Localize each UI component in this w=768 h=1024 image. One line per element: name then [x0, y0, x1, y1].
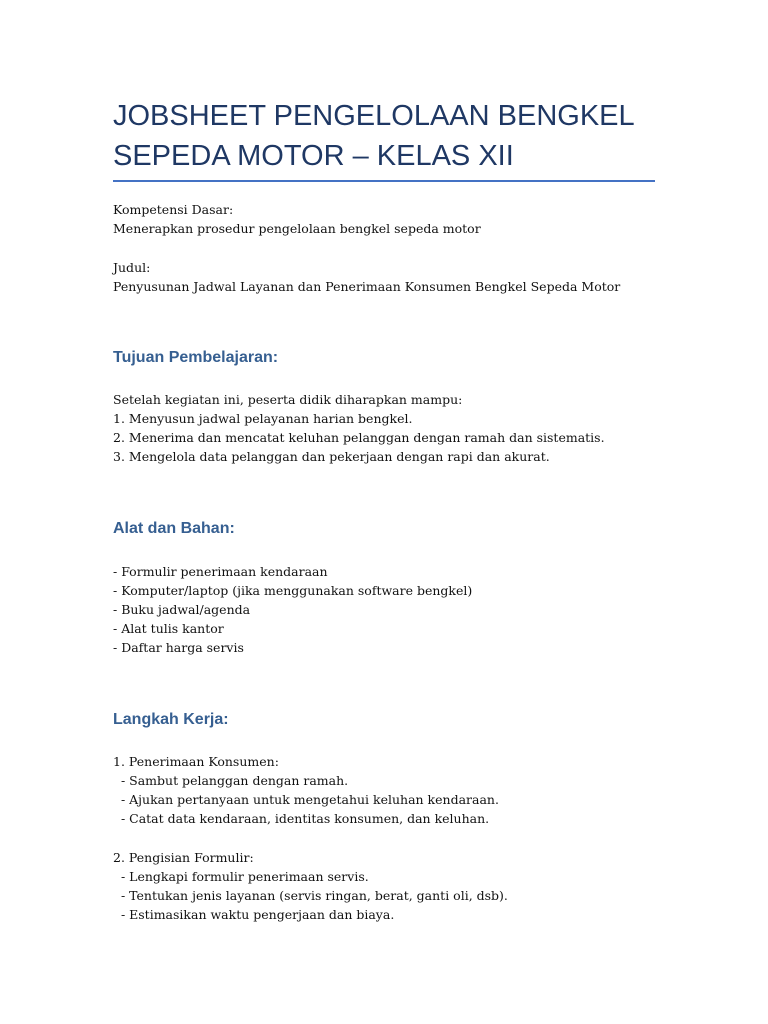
title-line-1: JOBSHEET PENGELOLAAN BENGKEL — [113, 100, 635, 132]
kompetensi-label: Kompetensi Dasar: — [113, 202, 234, 217]
alat-section — [113, 562, 472, 657]
tujuan-item: 3. Mengelola data pelanggan dan pekerjaan dengan rapi dan akurat. — [113, 449, 550, 464]
tujuan-heading: Tujuan Pembelajaran: — [113, 349, 279, 366]
langkah-step-2 — [113, 848, 508, 924]
tujuan-item: 1. Menyusun jadwal pelayanan harian bengkel. — [113, 411, 413, 426]
alat-item: - Komputer/laptop (jika menggunakan software bengkel) — [113, 583, 473, 598]
alat-item: - Daftar harga servis — [113, 640, 244, 655]
step-item: - Catat data kendaraan, identitas konsumen, dan keluhan. — [113, 811, 490, 826]
kompetensi-section — [113, 200, 481, 238]
alat-item: - Formulir penerimaan kendaraan — [113, 564, 328, 579]
alat-item: - Alat tulis kantor — [113, 621, 224, 636]
title-underline — [113, 180, 655, 182]
step-title: 1. Penerimaan Konsumen: — [113, 754, 279, 769]
kompetensi-value: Menerapkan prosedur pengelolaan bengkel sepeda motor — [113, 221, 481, 236]
tujuan-section — [113, 390, 605, 466]
document-title — [113, 96, 658, 176]
title-line-2: SEPEDA MOTOR – KELAS XII — [113, 140, 514, 172]
judul-label: Judul: — [113, 260, 151, 275]
step-item: - Estimasikan waktu pengerjaan dan biaya. — [113, 907, 395, 922]
langkah-step-1 — [113, 752, 499, 828]
step-item: - Tentukan jenis layanan (servis ringan, berat, ganti oli, dsb). — [113, 888, 508, 903]
step-item: - Lengkapi formulir penerimaan servis. — [113, 869, 369, 884]
langkah-heading: Langkah Kerja: — [113, 711, 229, 728]
alat-heading: Alat dan Bahan: — [113, 520, 235, 537]
tujuan-intro: Setelah kegiatan ini, peserta didik diharapkan mampu: — [113, 392, 463, 407]
step-title: 2. Pengisian Formulir: — [113, 850, 254, 865]
judul-value: Penyusunan Jadwal Layanan dan Penerimaan Konsumen Bengkel Sepeda Motor — [113, 279, 621, 294]
step-item: - Ajukan pertanyaan untuk mengetahui keluhan kendaraan. — [113, 792, 499, 807]
judul-section — [113, 258, 620, 296]
alat-item: - Buku jadwal/agenda — [113, 602, 251, 617]
step-item: - Sambut pelanggan dengan ramah. — [113, 773, 349, 788]
tujuan-item: 2. Menerima dan mencatat keluhan pelanggan dengan ramah dan sistematis. — [113, 430, 605, 445]
